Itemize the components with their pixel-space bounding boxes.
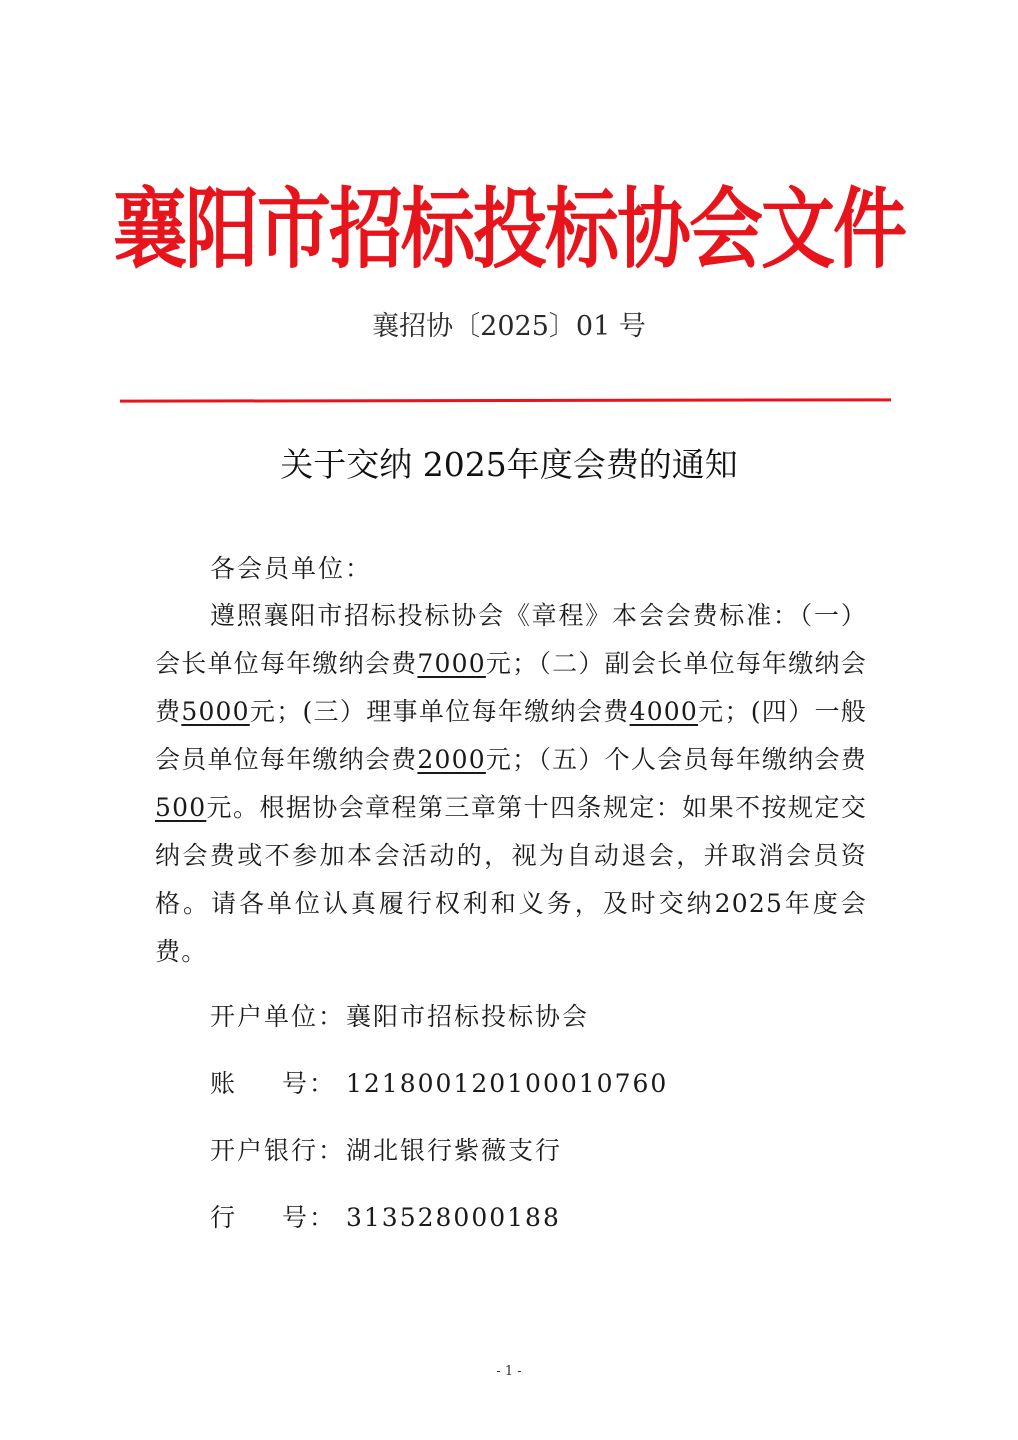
document-header-title: 襄阳市招标投标协会文件 [113, 179, 905, 281]
para-text-5: 元；（五）个人会员每年缴纳会费 [485, 745, 867, 774]
para-text-2: 元；（二）副会长单位每年缴纳会费 [155, 649, 867, 726]
account-unit-label: 开户单位： [210, 1002, 346, 1031]
fee-president: 7000 [417, 649, 486, 678]
account-number-label: 账号： [210, 1069, 337, 1098]
fee-individual-member: 500 [155, 793, 207, 822]
fee-vice-president: 5000 [181, 697, 250, 726]
fee-director: 4000 [629, 697, 699, 726]
para-text-6: 元。根据协会章程第三章第十四条规定：如果不按规定交纳会费或不参加本会活动的，视为自动退会，并取消会员资格。请各单位认真履行权利和义务，及时交纳2025年度会费。 [155, 793, 867, 966]
bank-code-label: 行号： [210, 1203, 337, 1232]
notice-title: 关于交纳 2025年度会费的通知 [280, 445, 738, 484]
account-number-row [210, 1062, 668, 1106]
bank-row [210, 1129, 562, 1173]
para-text-4: 元；(四）一般会员单位每年缴纳会费 [155, 697, 868, 774]
page-number: - 1 - [496, 1364, 522, 1379]
salutation: 各会员单位： [210, 554, 373, 583]
red-divider-line [120, 398, 891, 402]
account-number-value: 121800120100010760 [346, 1069, 669, 1098]
bank-value: 湖北银行紫薇支行 [346, 1136, 563, 1165]
bank-code-row [210, 1196, 561, 1240]
account-unit-row [210, 995, 589, 1039]
body-paragraph [155, 592, 867, 976]
bank-code-value: 313528000188 [346, 1203, 561, 1232]
para-text-3: 元；(三）理事单位每年缴纳会费 [249, 697, 630, 726]
document-number: 襄招协〔2025〕01 号 [372, 311, 646, 342]
account-unit-value: 襄阳市招标投标协会 [346, 1002, 590, 1031]
fee-general-member: 2000 [417, 745, 486, 774]
para-text-1: 遵照襄阳市招标投标协会《章程》本会会费标准：（一）会长单位每年缴纳会费 [155, 601, 867, 678]
bank-label: 开户银行： [210, 1136, 346, 1165]
